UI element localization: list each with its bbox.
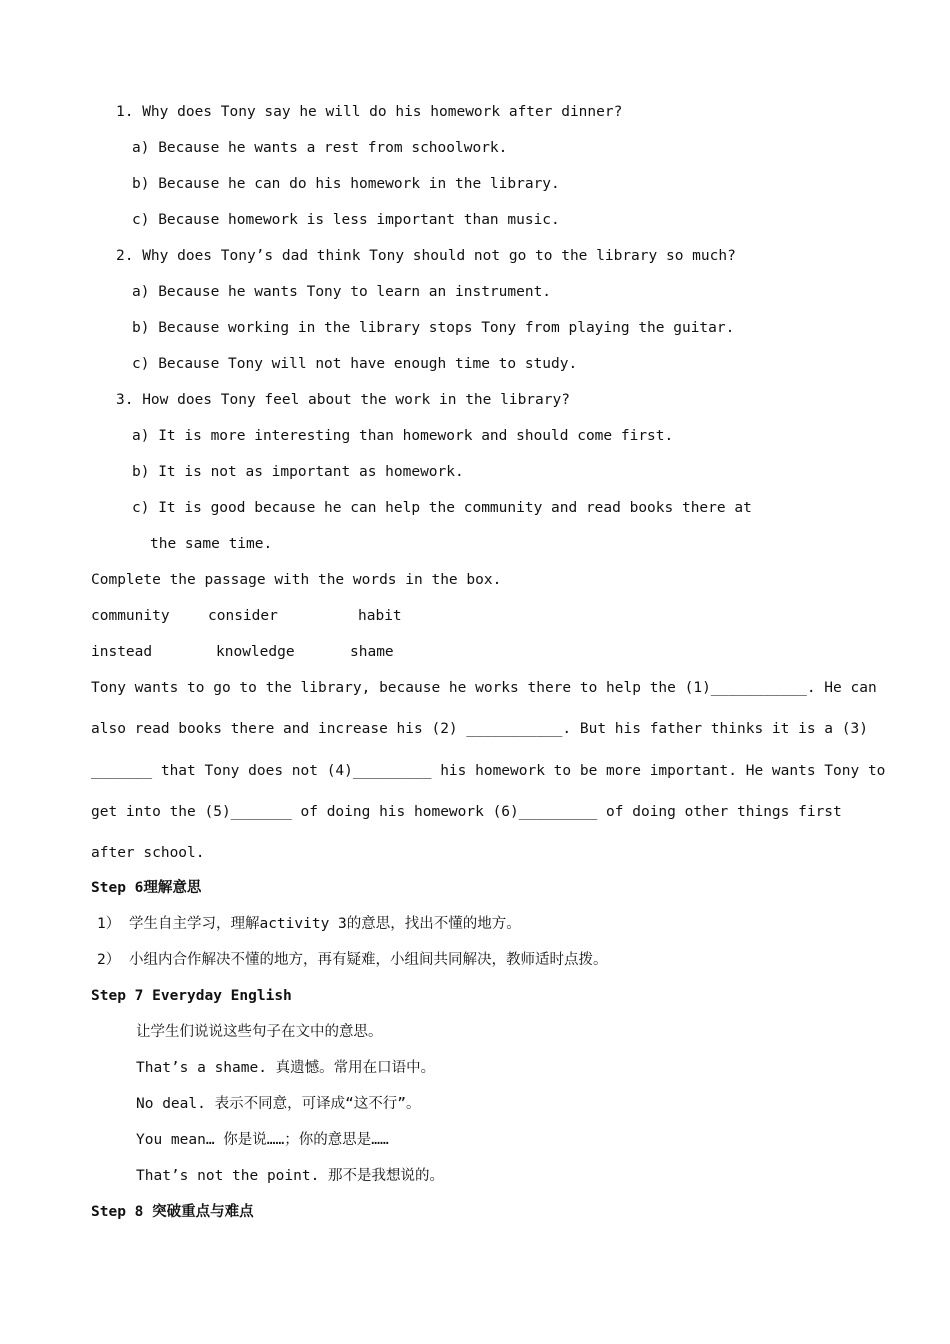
question-3-option-c: c) It is good because he can help the community and read books there at: [132, 500, 752, 516]
step-7-line: That’s a shame. 真遗憾。常用在口语中。: [136, 1060, 436, 1076]
question-3: 3. How does Tony feel about the work in the library?: [116, 392, 570, 408]
passage-line: get into the (5)_______ of doing his homework (6)_________ of doing other things first: [91, 804, 842, 820]
step-7-line: That’s not the point. 那不是我想说的。: [136, 1168, 445, 1184]
step-7-line: No deal. 表示不同意，可译成“这不行”。: [136, 1096, 421, 1112]
word-box-word: instead: [91, 644, 153, 660]
question-3-option-a: a) It is more interesting than homework and should come first.: [132, 428, 674, 444]
question-2-option-b: b) Because working in the library stops Tony from playing the guitar.: [132, 320, 735, 336]
passage-line: after school.: [91, 845, 205, 861]
question-1-option-a: a) Because he wants a rest from schoolwork.: [132, 140, 508, 156]
question-1-option-c: c) Because homework is less important than music.: [132, 212, 560, 228]
step-6-heading: Step 6理解意思: [91, 880, 202, 896]
question-3-option-b: b) It is not as important as homework.: [132, 464, 464, 480]
passage-line: also read books there and increase his (2) ___________. But his father thinks it is a (3): [91, 721, 868, 737]
question-2-option-c: c) Because Tony will not have enough time to study.: [132, 356, 578, 372]
question-2: 2. Why does Tony’s dad think Tony should not go to the library so much?: [116, 248, 736, 264]
question-2-option-a: a) Because he wants Tony to learn an instrument.: [132, 284, 552, 300]
step-6-item: 1） 学生自主学习，理解activity 3的意思，找出不懂的地方。: [97, 916, 521, 932]
step-8-heading: Step 8 突破重点与难点: [91, 1204, 254, 1220]
word-box-word: community: [91, 608, 170, 624]
word-box-word: consider: [208, 608, 278, 624]
passage-line: _______ that Tony does not (4)_________ his homework to be more important. He wants Tony to: [91, 763, 886, 779]
word-box-word: habit: [358, 608, 402, 624]
step-7-line: You mean… 你是说……；你的意思是……: [136, 1132, 389, 1148]
question-1-option-b: b) Because he can do his homework in the library.: [132, 176, 560, 192]
question-3-option-c-continued: the same time.: [150, 536, 273, 552]
passage-instruction: Complete the passage with the words in the box.: [91, 572, 502, 588]
step-6-item: 2） 小组内合作解决不懂的地方，再有疑难，小组间共同解决，教师适时点拨。: [97, 952, 608, 968]
word-box-word: shame: [350, 644, 394, 660]
passage-line: Tony wants to go to the library, because he works there to help the (1)___________. He can: [91, 680, 877, 696]
step-7-heading: Step 7 Everyday English: [91, 988, 292, 1004]
word-box-word: knowledge: [216, 644, 295, 660]
step-7-line: 让学生们说说这些句子在文中的意思。: [136, 1024, 383, 1040]
question-1: 1. Why does Tony say he will do his homework after dinner?: [116, 104, 623, 120]
